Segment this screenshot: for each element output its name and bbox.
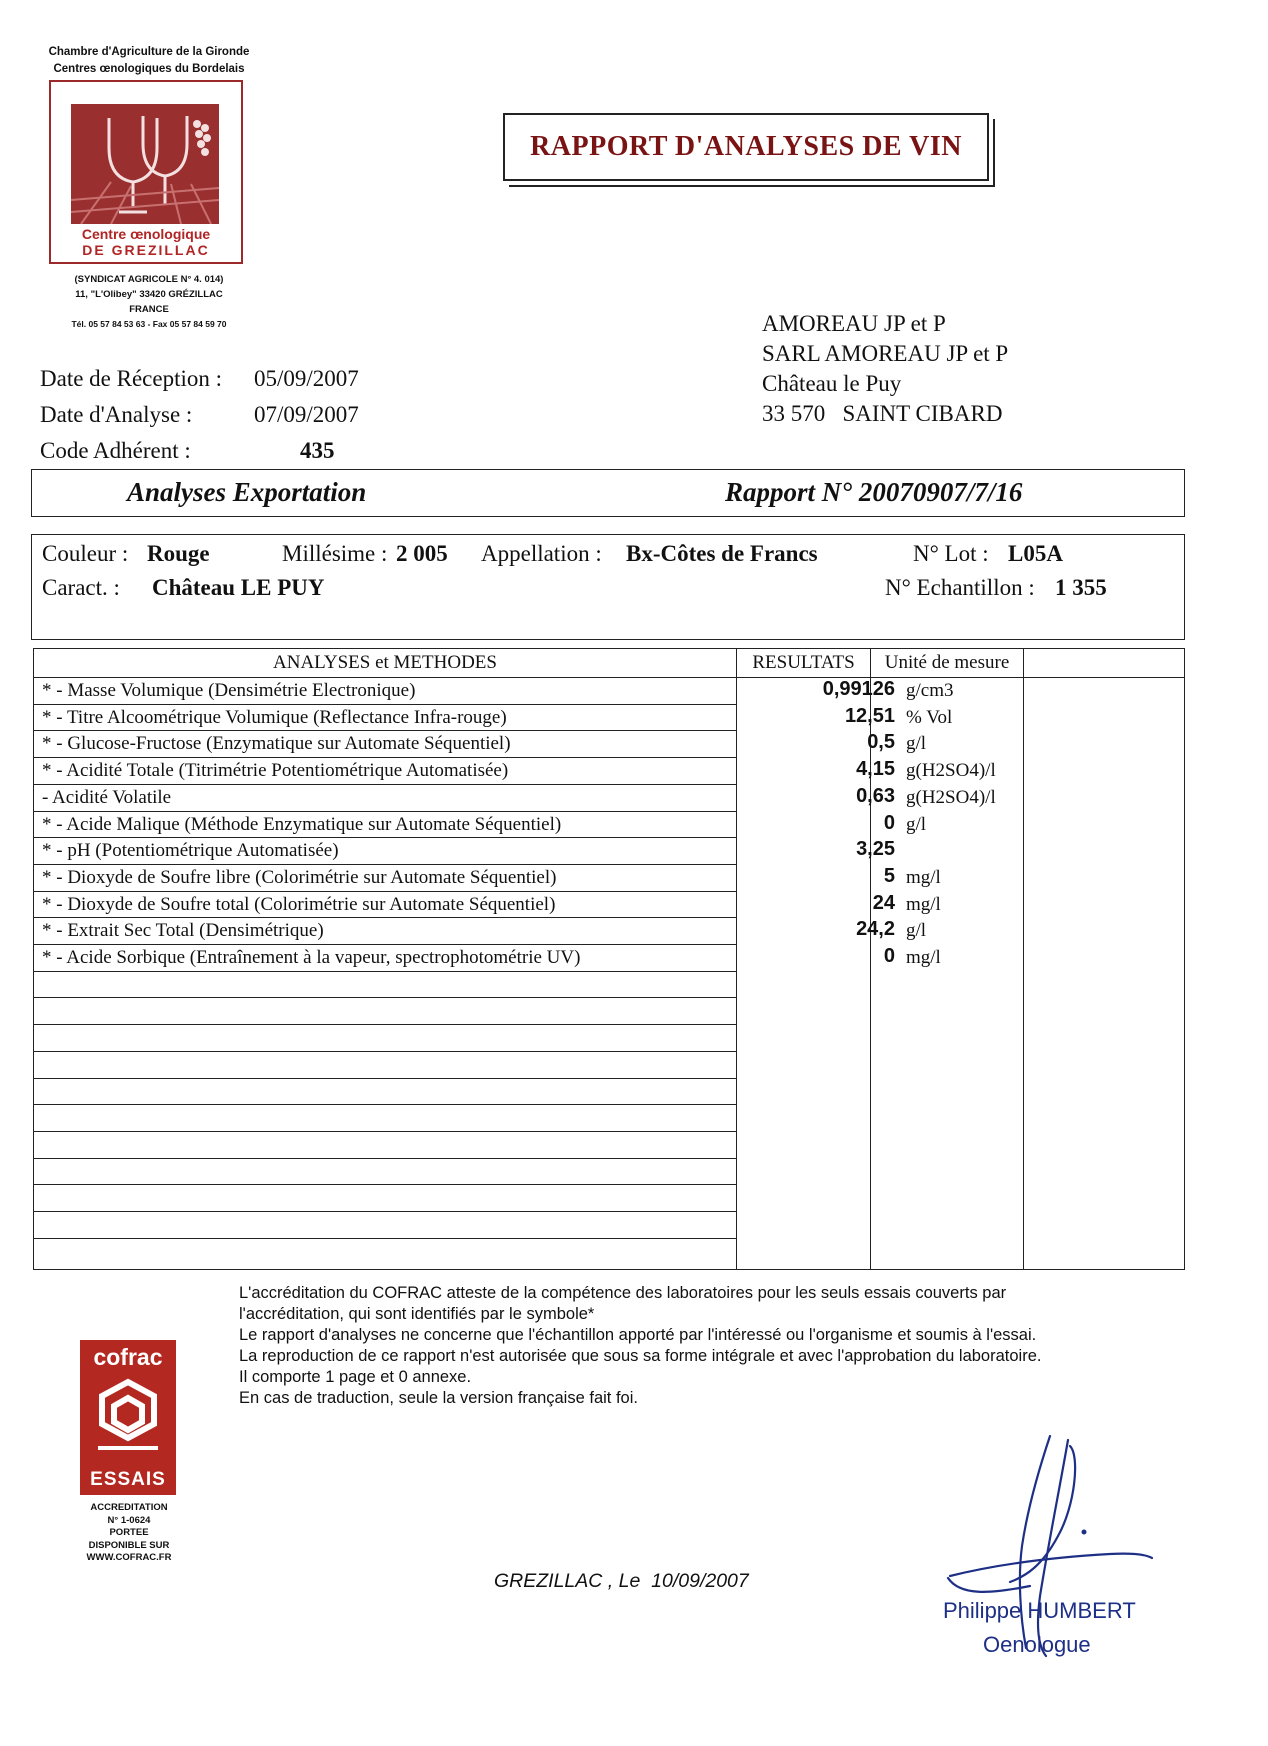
lab-logo	[49, 80, 243, 264]
accreditation-notes	[239, 1283, 1169, 1409]
note-line-2: l'accréditation, qui sont identifiés par le symbole*	[239, 1305, 595, 1323]
report-meta	[40, 361, 359, 469]
unit-cell: g/l	[906, 813, 927, 835]
row-divider	[34, 1051, 736, 1052]
row-divider	[34, 811, 736, 812]
row-divider	[34, 1131, 736, 1132]
org-address-3: FRANCE	[129, 304, 169, 315]
row-divider	[34, 704, 736, 705]
cofrac-logo	[80, 1340, 176, 1495]
report-band	[31, 469, 1185, 517]
unit-cell: mg/l	[906, 866, 941, 888]
note-line-4: La reproduction de ce rapport n'est autorisée que sous sa forme intégrale et avec l'approbation du laboratoire.	[239, 1347, 1042, 1365]
unit-cell: g/l	[906, 733, 927, 755]
member-code: 435	[300, 438, 335, 463]
method-cell: * - Dioxyde de Soufre total (Colorimétrie sur Automate Séquentiel)	[42, 893, 556, 915]
color-value: Rouge	[147, 541, 210, 566]
appellation-value: Bx-Côtes de Francs	[626, 541, 818, 566]
method-cell: * - pH (Potentiométrique Automatisée)	[42, 840, 339, 862]
cofrac-essais: ESSAIS	[90, 1469, 166, 1490]
signatory-name: Philippe HUMBERT	[943, 1598, 1136, 1623]
row-divider	[34, 837, 736, 838]
recipient-line-2: SARL AMOREAU JP et P	[762, 341, 1009, 366]
method-cell: * - Glucose-Fructose (Enzymatique sur Automate Séquentiel)	[42, 733, 511, 755]
row-divider	[34, 1024, 736, 1025]
unit-cell: g(H2SO4)/l	[906, 786, 996, 808]
org-address-2: 11, "L'Olibey" 33420 GRÉZILLAC	[75, 289, 223, 300]
result-cell: 0,5	[867, 731, 895, 754]
row-divider	[34, 971, 736, 972]
report-number: Rapport N° 20070907/7/16	[725, 477, 1023, 507]
row-divider	[34, 891, 736, 892]
row-divider	[34, 917, 736, 918]
result-cell: 0,99126	[822, 678, 895, 700]
analysis-label: Date d'Analyse :	[40, 402, 193, 427]
header-methods: ANALYSES et METHODES	[273, 652, 497, 673]
analysis-type: Analyses Exportation	[127, 477, 367, 507]
logo-name-2: DE GREZILLAC	[82, 242, 210, 258]
color-label: Couleur :	[42, 541, 129, 566]
result-cell: 5	[883, 864, 895, 887]
wine-glass-icon	[71, 104, 219, 224]
result-cell: 0,63	[856, 784, 895, 807]
lot-label: N° Lot :	[913, 541, 989, 566]
result-cell: 24	[872, 891, 895, 914]
org-phone: Tél. 05 57 84 53 63 - Fax 05 57 84 59 70	[71, 319, 227, 329]
lot-value: L05A	[1008, 541, 1063, 566]
org-address-1: (SYNDICAT AGRICOLE N° 4. 014)	[74, 274, 224, 285]
row-divider	[34, 757, 736, 758]
method-cell: * - Acidité Totale (Titrimétrie Potentiométrique Automatisée)	[42, 760, 509, 782]
recipient-line-3: Château le Puy	[762, 371, 902, 396]
row-divider	[34, 997, 736, 998]
unit-cell: g/l	[906, 920, 927, 942]
method-cell: * - Acide Malique (Méthode Enzymatique sur Automate Séquentiel)	[42, 813, 562, 835]
caract-value: Château LE PUY	[152, 575, 325, 600]
header-unit: Unité de mesure	[884, 652, 1010, 673]
cofrac-hexagon-icon	[92, 1378, 164, 1454]
sample-number-label: N° Echantillon :	[885, 575, 1035, 600]
logo-name-1: Centre œnologique	[81, 226, 211, 242]
analysis-date: 07/09/2007	[254, 402, 359, 427]
result-cell: 24,2	[856, 918, 895, 941]
caract-label: Caract. :	[42, 575, 120, 600]
org-line-2: Centres œnologiques du Bordelais	[53, 63, 245, 75]
recipient-line-1: AMOREAU JP et P	[762, 311, 946, 336]
signatory-role: Oenologue	[983, 1632, 1091, 1657]
org-address	[38, 272, 260, 332]
method-cell: * - Extrait Sec Total (Densimétrique)	[42, 920, 324, 942]
method-cell: - Acidité Volatile	[42, 786, 172, 808]
row-divider	[34, 1158, 736, 1159]
org-header	[38, 44, 260, 78]
method-cell: * - Masse Volumique (Densimétrie Electronique)	[42, 680, 416, 701]
reception-date: 05/09/2007	[254, 366, 359, 391]
row-divider	[34, 864, 736, 865]
cofrac-logo-text: cofrac	[93, 1344, 163, 1370]
recipient-address	[762, 309, 1008, 429]
unit-cell: g/cm3	[906, 680, 954, 701]
method-cell: * - Acide Sorbique (Entraînement à la vapeur, spectrophotométrie UV)	[42, 947, 581, 968]
method-cell: * - Titre Alcoométrique Volumique (Reflectance Infra-rouge)	[42, 706, 507, 728]
row-divider	[34, 1238, 736, 1239]
report-title-box	[503, 113, 989, 181]
handwritten-signature	[930, 1426, 1170, 1666]
accreditation-line-3: PORTEE	[109, 1527, 149, 1538]
recipient-line-4: 33 570 SAINT CIBARD	[762, 401, 1003, 426]
sample-info	[31, 534, 1185, 640]
accreditation-url: WWW.COFRAC.FR	[86, 1552, 172, 1563]
accreditation-line-4: DISPONIBLE SUR	[88, 1539, 170, 1551]
unit-cell: g(H2SO4)/l	[906, 760, 996, 782]
result-cell: 12,51	[844, 704, 895, 727]
note-line-1: L'accréditation du COFRAC atteste de la compétence des laboratoires pour les seuls essais couverts par	[239, 1284, 1007, 1302]
results-table	[33, 648, 1185, 1270]
sample-number-value: 1 355	[1055, 575, 1107, 600]
note-line-6: En cas de traduction, seule la version française fait foi.	[239, 1389, 638, 1407]
accreditation-line-1: ACCREDITATION	[90, 1502, 168, 1513]
member-code-label: Code Adhérent :	[40, 438, 191, 463]
row-divider	[34, 784, 736, 785]
row-divider	[34, 1211, 736, 1212]
cofrac-accreditation	[70, 1502, 188, 1565]
unit-cell: % Vol	[906, 706, 953, 728]
reception-label: Date de Réception :	[40, 366, 223, 391]
header-results: RESULTATS	[752, 652, 855, 673]
note-line-5: Il comporte 1 page et 0 annexe.	[239, 1368, 472, 1386]
vintage-label: Millésime :	[282, 541, 388, 566]
row-divider	[34, 1184, 736, 1185]
row-divider	[34, 944, 736, 945]
note-line-3: Le rapport d'analyses ne concerne que l'échantillon apporté par l'intéressé ou l'organisme et soumis à l'essai.	[239, 1326, 1037, 1344]
row-divider	[34, 1078, 736, 1079]
accreditation-number: N° 1-0624	[107, 1514, 151, 1526]
result-cell: 0	[883, 945, 895, 967]
row-divider	[34, 730, 736, 731]
appellation-label: Appellation :	[481, 541, 602, 566]
place-date: GREZILLAC , Le 10/09/2007	[494, 1570, 749, 1592]
org-line-1: Chambre d'Agriculture de la Gironde	[48, 46, 250, 58]
method-cell: * - Dioxyde de Soufre libre (Colorimétrie sur Automate Séquentiel)	[42, 866, 557, 888]
result-cell: 3,25	[856, 838, 895, 861]
result-cell: 4,15	[856, 758, 895, 781]
vintage-value: 2 005	[396, 541, 448, 566]
result-cell: 0	[883, 811, 895, 834]
report-title: RAPPORT D'ANALYSES DE VIN	[530, 131, 962, 162]
unit-cell: mg/l	[906, 947, 941, 968]
unit-cell: mg/l	[906, 893, 941, 915]
row-divider	[34, 1104, 736, 1105]
